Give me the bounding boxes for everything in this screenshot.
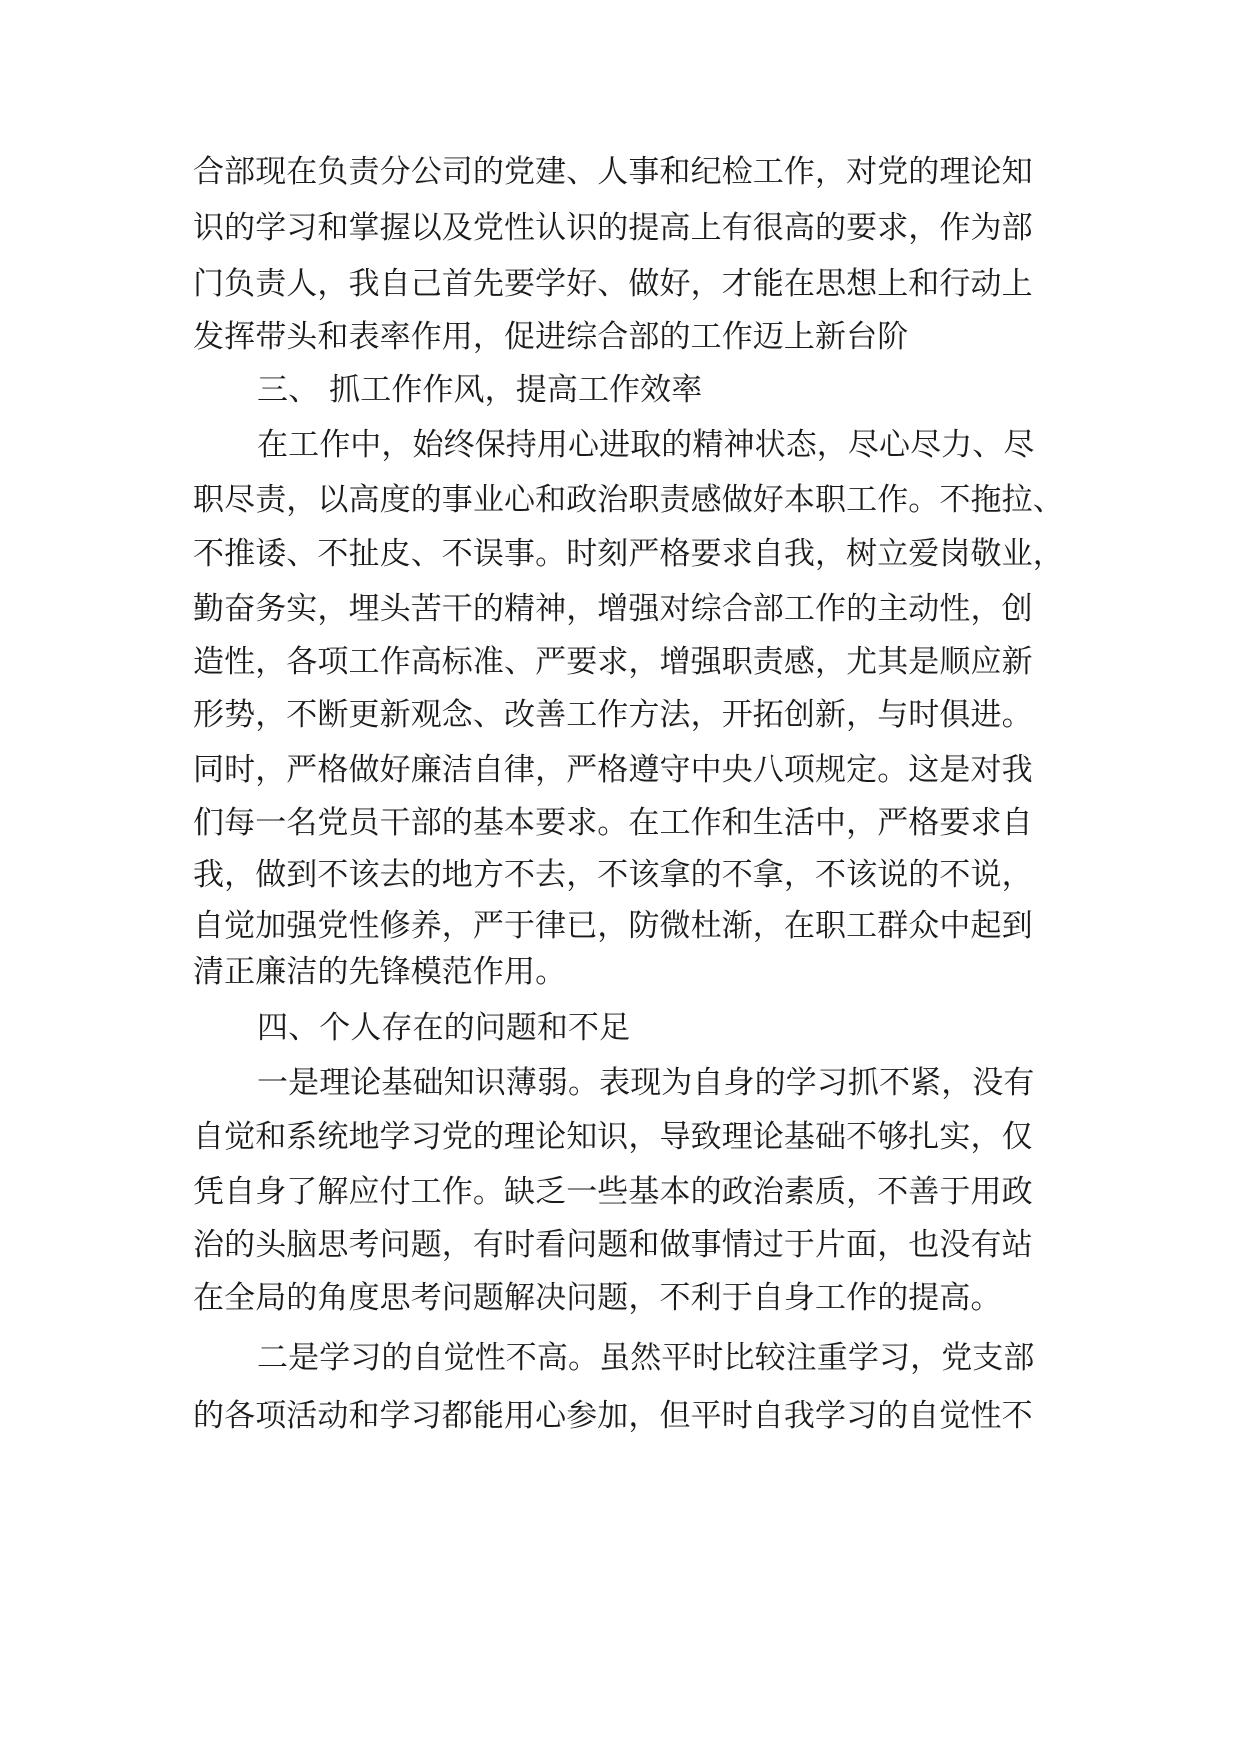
body-text-line: 的各项活动和学习都能用心参加，但平时自我学习的自觉性不 (193, 1398, 1033, 1434)
section-heading-3: 三、 抓工作作风，提高工作效率 (257, 372, 703, 408)
body-text-line: 在全局的角度思考问题解决问题，不利于自身工作的提高。 (193, 1280, 1002, 1316)
body-text-line: 治的头脑思考问题，有时看问题和做事情过于片面，也没有站 (193, 1227, 1033, 1263)
body-text-line: 形势，不断更新观念、改善工作方法，开拓创新，与时俱进。 (193, 697, 1033, 733)
body-text-line: 识的学习和掌握以及党性认识的提高上有很高的要求，作为部 (193, 210, 1033, 246)
section-heading-4: 四、个人存在的问题和不足 (257, 1010, 631, 1046)
body-text-line: 造性，各项工作高标准、严要求，增强职责感，尤其是顺应新 (193, 644, 1033, 680)
body-text-line: 自觉加强党性修养，严于律已，防微杜渐，在职工群众中起到 (193, 908, 1033, 944)
body-text-line: 们每一名党员干部的基本要求。在工作和生活中，严格要求自 (193, 805, 1033, 841)
body-text-line: 发挥带头和表率作用，促进综合部的工作迈上新台阶 (193, 319, 909, 355)
body-text-line: 清正廉洁的先锋模范作用。 (193, 954, 567, 990)
body-text-line: 同时，严格做好廉洁自律，严格遵守中央八项规定。这是对我 (193, 752, 1033, 788)
paragraph-first-line: 二是学习的自觉性不高。虽然平时比较注重学习，党支部 (257, 1340, 1035, 1376)
body-text-line: 自觉和系统地学习党的理论知识，导致理论基础不够扎实，仅 (193, 1119, 1033, 1155)
body-text-line: 我，做到不该去的地方不去，不该拿的不拿，不该说的不说， (193, 857, 1033, 893)
body-text-line: 门负责人，我自己首先要学好、做好，才能在思想上和行动上 (193, 266, 1033, 302)
body-text-line: 凭自身了解应付工作。缺乏一些基本的政治素质，不善于用政 (193, 1174, 1033, 1210)
paragraph-first-line: 一是理论基础知识薄弱。表现为自身的学习抓不紧，没有 (257, 1065, 1035, 1101)
paragraph-first-line: 在工作中，始终保持用心进取的精神状态，尽心尽力、尽 (257, 427, 1035, 463)
body-text-line: 勤奋务实，埋头苦干的精神，增强对综合部工作的主动性，创 (193, 591, 1033, 627)
body-text-line: 不推诿、不扯皮、不误事。时刻严格要求自我，树立爱岗敬业， (193, 536, 1064, 572)
body-text-line: 合部现在负责分公司的党建、人事和纪检工作，对党的理论知 (193, 154, 1033, 190)
body-text-line: 职尽责，以高度的事业心和政治职责感做好本职工作。不拖拉、 (193, 482, 1064, 518)
